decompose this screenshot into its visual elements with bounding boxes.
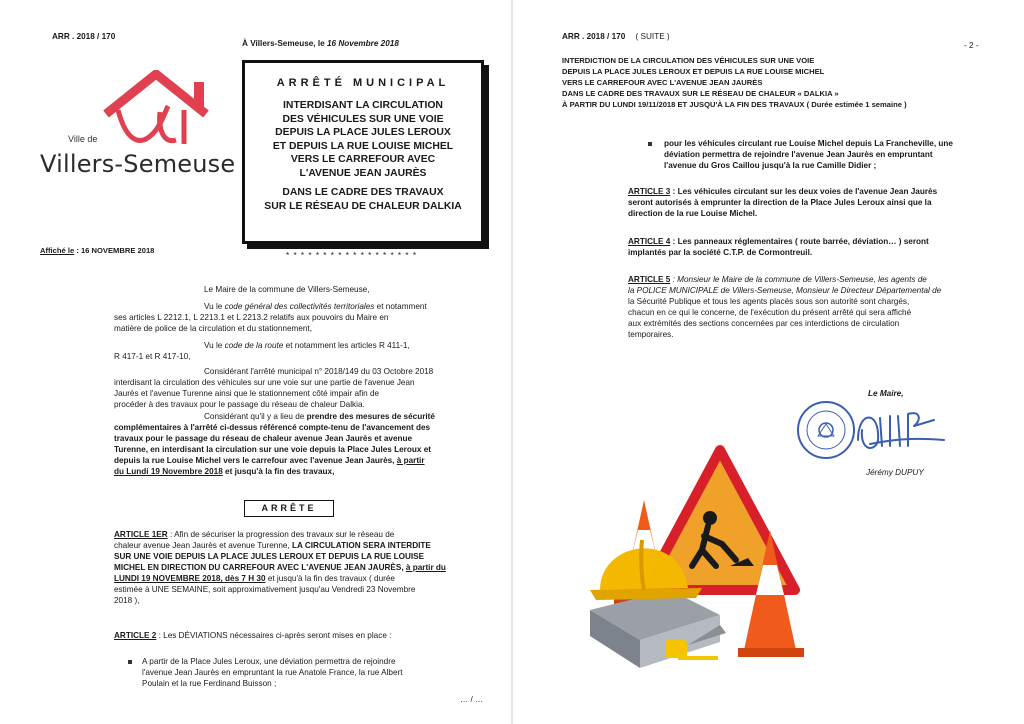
art2-label: ARTICLE 2 (114, 631, 157, 640)
construction-illustration-icon (570, 440, 830, 680)
art2-line (114, 630, 391, 641)
right-ref-suite: ( SUITE ) (635, 32, 670, 41)
art1-line1 (114, 529, 394, 540)
para-mayor: Le Maire de la commune de Villers-Semeuse, (204, 285, 370, 294)
cons2-line3: travaux pour le passage du réseau de chaleur avenue Jean Jaurès et avenue (114, 434, 413, 443)
art1-line2 (114, 540, 431, 551)
art1-line4 (114, 562, 446, 573)
right-head-line2: DEPUIS LA PLACE JULES LEROUX ET DEPUIS LA RUE LOUISE MICHEL (562, 67, 825, 76)
place-date-value: 16 Novembre 2018 (326, 39, 399, 48)
cons2-line4: Turenne, en interdisant la circulation sur une voie depuis la Place Jules Leroux et (114, 445, 431, 454)
mayor-signature-icon (850, 400, 950, 460)
bullet-icon (648, 142, 652, 146)
art4-label: ARTICLE 4 (628, 237, 671, 246)
right-head-line5: À PARTIR DU LUNDI 19/11/2018 ET JUSQU'À LA FIN DES TRAVAUX ( Durée estimée 1 semaine ) (562, 100, 907, 109)
vu1-line2: ses articles L 2212.1, L 2213.1 et L 2213.2 relatifs aux pouvoirs du Maire en (114, 313, 389, 322)
cons1-line3: Jaurès et l'avenue Turenne ainsi que le stationnement côté impair afin de (114, 389, 380, 398)
art5-line5: aux extrémités des sections concernées par ces interdictions de circulation (628, 319, 900, 328)
vu2-line1 (204, 340, 410, 351)
cons2-line5 (114, 455, 425, 466)
vu1-c: et notamment (376, 302, 427, 311)
bullet1-line2: l'avenue Jean Jaurès en empruntant la rue Anatole France, la rue Albert (142, 668, 403, 677)
art1-line7: 2018 ), (114, 596, 140, 605)
subject-line: L'AVENUE JEAN JAURÈS (299, 167, 427, 179)
cons2-line6b: et jusqu'à la fin des travaux, (225, 467, 335, 476)
signatory-name: Jérémy DUPUY (866, 468, 924, 477)
arrete-heading: ARRÊTE (244, 500, 334, 517)
right-ref (562, 31, 670, 42)
decree-title-box (242, 60, 484, 244)
posted-date (40, 246, 154, 257)
cons2-b: prendre des mesures de sécurité (306, 412, 435, 421)
le-maire-label: Le Maire, (868, 389, 904, 398)
subject-line: DEPUIS LA PLACE JULES LEROUX (275, 127, 451, 138)
art1-line2b: LA CIRCULATION SERA INTERDITE (291, 541, 431, 550)
art1-line3: SUR UNE VOIE DEPUIS LA PLACE JULES LEROUX ET DEPUIS LA RUE LOUISE (114, 552, 425, 561)
art1-text1: : Afin de sécuriser la progression des travaux sur le réseau de (169, 530, 395, 539)
city-logo-icon (96, 70, 216, 152)
art1-line2a: chaleur avenue Jean Jaurès et avenue Turenne, (114, 541, 290, 550)
subject-line: INTERDISANT LA CIRCULATION (283, 100, 443, 111)
vu1-code-ref: code général des collectivités territoriales (224, 302, 375, 311)
posted-label: Affiché le (40, 246, 75, 255)
page-gutter (511, 0, 513, 724)
bullet2-line1: pour les véhicules circulant rue Louise Michel depuis La Francheville, une (664, 139, 953, 148)
vu2-c: et notamment les articles R 411-1, (285, 341, 410, 350)
art5-label: ARTICLE 5 (628, 275, 671, 284)
bullet2-line3: l'avenue du Gros Caillou jusqu'à la rue Camille Didier ; (664, 161, 877, 170)
art5-line6: temporaires. (628, 330, 674, 339)
right-head-line1: INTERDICTION DE LA CIRCULATION DES VÉHICULES SUR UNE VOIE (562, 56, 815, 65)
art1-line5b: et jusqu'à la fin des travaux ( durée (267, 574, 395, 583)
art1-label: ARTICLE 1ER (114, 530, 168, 539)
subject-line: DES VÉHICULES SUR UNE VOIE (282, 113, 444, 125)
continued-marker: … / … (460, 695, 484, 704)
right-ref-number: ARR . 2018 / 170 (562, 32, 626, 41)
art3-text1: : Les véhicules circulant sur les deux voies de l'avenue Jean Jaurès (672, 187, 938, 196)
art3-line1 (628, 186, 937, 197)
right-head-line3: VERS LE CARREFOUR AVEC L'AVENUE JEAN JAURÈS (562, 78, 763, 87)
cons1-line4: procéder à des travaux pour le passage du réseau de chaleur Dalkia. (114, 400, 365, 409)
decree-title: ARRÊTÉ MUNICIPAL (276, 77, 450, 89)
right-head-line4: DANS LE CADRE DES TRAVAUX SUR LE RÉSEAU DE CHALEUR « DALKIA » (562, 89, 839, 98)
art1-line4a: MICHEL EN DIRECTION DU CARREFOUR AVEC L'AVENUE JEAN JAURÈS, (114, 563, 404, 572)
subject-line: ET DEPUIS LA RUE LOUISE MICHEL (272, 140, 454, 152)
art4-line2: implantés par la société C.T.P. de Cormontreuil. (628, 248, 813, 257)
art5-line1 (628, 274, 927, 285)
logo-city-name: Villers-Semeuse (40, 150, 236, 178)
place-date-prefix: À Villers-Semeuse, le (242, 39, 325, 48)
art3-line2: seront autorisés à emprunter la direction de la Place Jules Leroux ainsi que la (628, 198, 932, 207)
bullet1-line3: Poulain et la rue Ferdinand Buisson ; (142, 679, 277, 688)
cons2-line1 (204, 411, 435, 422)
art4-line1 (628, 236, 929, 247)
cons2-a: Considérant qu'il y a lieu de (204, 412, 305, 421)
subject-line: SUR LE RÉSEAU DE CHALEUR DALKIA (264, 200, 462, 212)
logo-ville-de: Ville de (68, 134, 98, 144)
bullet-icon (128, 660, 132, 664)
subject-line: VERS LE CARREFOUR AVEC (290, 154, 436, 165)
vu1-a: Vu le (204, 302, 223, 311)
cons2-line6a: du Lundi 19 Novembre 2018 (114, 467, 223, 476)
cons2-line5a: depuis la rue Louise Michel vers le carrefour avec l'avenue Jean Jaurès, (114, 456, 395, 465)
vu2-line2: R 417-1 et R 417-10, (114, 352, 191, 361)
art1-line5 (114, 573, 395, 584)
vu2-code-ref: code de la route (224, 341, 284, 350)
bullet1-line1: A partir de la Place Jules Leroux, une déviation permettra de rejoindre (142, 657, 396, 666)
posted-value: : 16 NOVEMBRE 2018 (76, 246, 155, 255)
art3-label: ARTICLE 3 (628, 187, 671, 196)
stars-separator: * * * * * * * * * * * * * * * * * * (286, 251, 418, 260)
art1-line5a: LUNDI 19 NOVEMBRE 2018, dès 7 H 30 (114, 574, 266, 583)
vu2-a: Vu le (204, 341, 223, 350)
subject-line: DANS LE CADRE DES TRAVAUX (282, 187, 444, 198)
cons2-line5b: à partir (396, 456, 425, 465)
page-number: - 2 - (964, 41, 979, 50)
art3-line3: direction de la rue Louise Michel. (628, 209, 758, 218)
vu1-line3: matière de police de la circulation et du stationnement, (114, 324, 312, 333)
place-date (242, 38, 399, 49)
art1-line4b: à partir du (405, 563, 446, 572)
art4-text1: : Les panneaux réglementaires ( route barrée, déviation… ) seront (672, 237, 929, 246)
art1-line6: estimée à UNE SEMAINE, soit approximativement jusqu'au Vendredi 23 Novembre (114, 585, 416, 594)
art5-text1: : Monsieur le Maire de la commune de Villers-Semeuse, les agents de (672, 275, 927, 284)
cons2-line2: complémentaires à l'arrêté ci-dessus référencé compte-tenu de l'avancement des (114, 423, 431, 432)
cons1-line2: interdisant la circulation des véhicules sur une voie sur une partie de l'avenue Jean (114, 378, 415, 387)
art5-line4: chacun en ce qui le concerne, de l'exécution du présent arrêté qui sera affiché (628, 308, 912, 317)
cons1-line1: Considérant l'arrêté municipal n° 2018/149 du 03 Octobre 2018 (204, 367, 434, 376)
art2-text: : Les DÉVIATIONS nécessaires ci-après seront mises en place : (158, 631, 392, 640)
left-ref-number: ARR . 2018 / 170 (52, 32, 116, 41)
decree-subject (253, 99, 473, 213)
cons2-line6 (114, 466, 334, 477)
art5-line3: la Sécurité Publique et tous les agents placés sous son autorité sont chargés, (628, 297, 910, 306)
vu1-line1 (204, 301, 427, 312)
art5-line2: la POLICE MUNICIPALE de Villers-Semeuse, Monsieur le Directeur Départemental de (628, 286, 942, 295)
bullet2-line2: déviation permettra de rejoindre l'avenue Jean Jaurès en empruntant (664, 150, 933, 159)
